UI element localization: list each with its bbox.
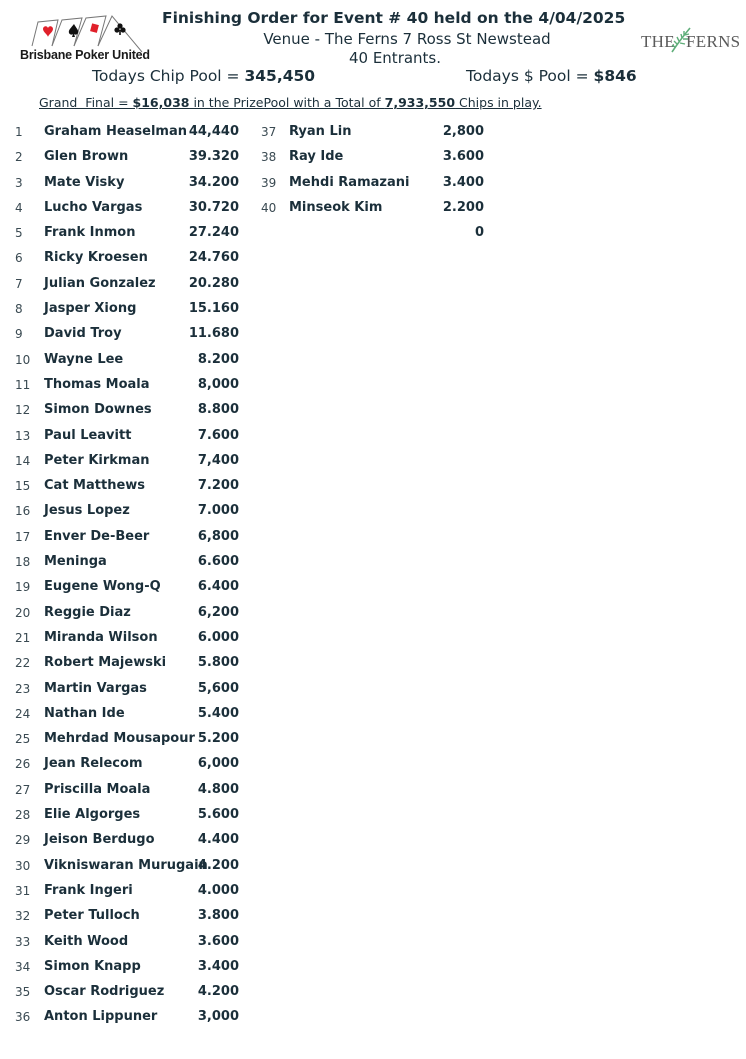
finish-position: 32	[15, 909, 31, 924]
finish-position: 20	[15, 605, 31, 620]
player-name: David Troy	[44, 326, 122, 342]
finish-position: 5	[15, 226, 23, 241]
grand-final-prize: $16,038	[132, 95, 190, 110]
player-name: Reggie Diaz	[44, 604, 131, 620]
player-name: Miranda Wilson	[44, 629, 158, 645]
result-row	[0, 272, 250, 297]
chip-count: 3.600	[197, 933, 239, 949]
chip-count: 8,000	[197, 376, 239, 392]
finish-position: 40	[261, 200, 277, 215]
grand-final-summary	[39, 95, 542, 110]
result-row	[0, 171, 250, 196]
club-icon	[114, 23, 125, 35]
player-name: Mehdi Ramazani	[289, 174, 410, 190]
logo-the-text: THE	[641, 32, 675, 51]
player-name: Anton Lippuner	[44, 1009, 158, 1025]
finish-position: 15	[15, 479, 31, 494]
brisbane-poker-united-logo	[18, 12, 160, 64]
finish-position: 29	[15, 833, 31, 848]
result-row	[250, 221, 500, 246]
grand-final-suffix: Chips in play.	[455, 95, 542, 110]
chip-count: 3.400	[442, 174, 484, 190]
finish-position: 7	[15, 276, 23, 291]
chip-count: 7,400	[197, 452, 239, 468]
chip-count: 6,000	[197, 756, 239, 772]
player-name: Peter Kirkman	[44, 452, 150, 468]
diamond-icon	[90, 23, 99, 33]
finish-position: 1	[15, 125, 23, 139]
result-row	[0, 120, 250, 145]
finish-position: 24	[15, 706, 31, 721]
chip-count: 7.000	[197, 503, 239, 519]
results-column-right	[250, 120, 500, 246]
player-name: Simon Downes	[44, 402, 152, 418]
player-name: Jasper Xiong	[44, 301, 137, 317]
result-row	[0, 702, 250, 727]
player-name: Meninga	[44, 554, 107, 570]
finish-position: 30	[15, 858, 31, 873]
chip-count: 3,000	[197, 1009, 239, 1025]
result-row	[0, 1005, 250, 1030]
finish-position: 25	[15, 732, 31, 747]
chip-count: 0	[474, 225, 484, 241]
logo-text: Brisbane Poker United	[20, 48, 150, 62]
player-name: Simon Knapp	[44, 958, 141, 974]
result-row	[0, 196, 250, 221]
finish-position: 36	[15, 1010, 31, 1025]
finish-position: 9	[15, 327, 23, 342]
player-name: Elie Algorges	[44, 807, 141, 823]
venue-line: Venue - The Ferns 7 Ross St Newstead	[263, 30, 551, 48]
chip-count: 30.720	[188, 199, 239, 215]
chip-count: 27.240	[188, 225, 239, 241]
finish-position: 28	[15, 808, 31, 823]
finish-position: 16	[15, 504, 31, 519]
result-row	[0, 348, 250, 373]
playing-cards-icon	[18, 12, 160, 52]
result-row	[0, 550, 250, 575]
chip-count: 5,600	[197, 680, 239, 696]
result-row	[250, 145, 500, 170]
result-row	[0, 752, 250, 777]
player-name: Eugene Wong-Q	[44, 579, 161, 595]
logo-ferns-text: FERNS	[686, 32, 741, 51]
finish-position: 21	[15, 630, 31, 645]
result-row	[250, 196, 500, 221]
dollar-pool	[466, 67, 637, 85]
chip-count: 7.600	[197, 427, 239, 443]
heart-icon	[43, 26, 53, 37]
player-name: Lucho Vargas	[44, 199, 143, 215]
finish-position: 3	[15, 175, 23, 190]
finish-position: 13	[15, 428, 31, 443]
player-name: Frank Ingeri	[44, 882, 133, 898]
finish-position: 33	[15, 934, 31, 949]
chip-count: 3.800	[197, 908, 239, 924]
player-name: Jeison Berdugo	[44, 832, 155, 848]
chip-count: 4.000	[197, 882, 239, 898]
chip-count: 11.680	[188, 326, 239, 342]
result-row	[0, 778, 250, 803]
player-name: Ray Ide	[289, 149, 344, 165]
finish-position: 34	[15, 959, 31, 974]
chip-count: 2.200	[442, 199, 484, 215]
result-row	[0, 727, 250, 752]
player-name: Mate Visky	[44, 174, 125, 190]
player-name: Minseok Kim	[289, 199, 383, 215]
result-row	[0, 398, 250, 423]
player-name: Oscar Rodriguez	[44, 984, 165, 1000]
chip-count: 4.200	[197, 857, 239, 873]
finish-position: 22	[15, 656, 31, 671]
result-row	[0, 449, 250, 474]
chip-count: 5.800	[197, 655, 239, 671]
player-name: Cat Matthews	[44, 478, 146, 494]
chip-count: 15.160	[188, 301, 239, 317]
chip-count: 3.400	[197, 958, 239, 974]
finish-position: 12	[15, 403, 31, 418]
player-name: Ryan Lin	[289, 124, 352, 139]
chip-count: 6,200	[197, 604, 239, 620]
chip-count: 6,800	[197, 528, 239, 544]
chip-count: 5.400	[197, 705, 239, 721]
finish-position: 23	[15, 681, 31, 696]
finish-position: 2	[15, 150, 23, 165]
result-row	[250, 171, 500, 196]
player-name: Nathan Ide	[44, 705, 125, 721]
chip-count: 6.000	[197, 629, 239, 645]
finish-position: 18	[15, 555, 31, 570]
player-name: Paul Leavitt	[44, 427, 132, 443]
result-row	[0, 145, 250, 170]
chip-count: 24.760	[188, 250, 239, 266]
chip-count: 34.200	[188, 174, 239, 190]
finish-position: 37	[261, 125, 277, 139]
player-name: Enver De-Beer	[44, 528, 150, 544]
finish-position: 10	[15, 352, 31, 367]
result-row	[0, 980, 250, 1005]
player-name: Mehrdad Mousapour	[44, 731, 195, 747]
player-name: Graham Heaselman	[44, 124, 188, 139]
result-row	[0, 246, 250, 271]
finish-position: 31	[15, 883, 31, 898]
chip-count: 3.600	[442, 149, 484, 165]
result-row	[0, 322, 250, 347]
result-row	[0, 651, 250, 676]
finish-position: 27	[15, 782, 31, 797]
player-name: Robert Majewski	[44, 655, 167, 671]
results-column-left	[0, 120, 250, 1031]
player-name: Frank Inmon	[44, 225, 136, 241]
result-row	[0, 904, 250, 929]
chip-count: 5.600	[197, 807, 239, 823]
result-row	[0, 474, 250, 499]
result-row	[0, 424, 250, 449]
chip-count: 4.800	[197, 781, 239, 797]
dollar-pool-value: $846	[593, 67, 637, 85]
result-row	[0, 297, 250, 322]
result-row	[0, 803, 250, 828]
player-name: Julian Gonzalez	[44, 275, 156, 291]
page-title: Finishing Order for Event # 40 held on the 4/04/2025	[162, 9, 626, 27]
result-row	[0, 221, 250, 246]
finish-position: 26	[15, 757, 31, 772]
finish-position: 38	[261, 150, 277, 165]
finish-position: 14	[15, 453, 31, 468]
finish-position: 11	[15, 377, 31, 392]
player-name: Wayne Lee	[44, 351, 124, 367]
result-row	[250, 120, 500, 145]
finish-position: 17	[15, 529, 31, 544]
finish-position: 19	[15, 580, 31, 595]
player-name: Keith Wood	[44, 933, 129, 949]
grand-final-chips: 7,933,550	[384, 95, 456, 110]
chip-count: 20.280	[188, 275, 239, 291]
chip-count: 4.200	[197, 984, 239, 1000]
grand-final-prefix: Grand Final =	[39, 95, 133, 110]
chip-count: 2,800	[442, 124, 484, 139]
entrants-count: 40 Entrants.	[348, 49, 442, 67]
chip-count: 6.400	[197, 579, 239, 595]
chip-count: 7.200	[197, 478, 239, 494]
result-row	[0, 626, 250, 651]
finish-position: 6	[15, 251, 23, 266]
chip-count: 5.200	[197, 731, 239, 747]
chip-pool-label: Todays Chip Pool =	[92, 67, 245, 85]
player-name: Ricky Kroesen	[44, 250, 148, 266]
player-name: Jean Relecom	[44, 756, 143, 772]
chip-count: 6.600	[197, 554, 239, 570]
result-row	[0, 879, 250, 904]
result-row	[0, 828, 250, 853]
player-name: Glen Brown	[44, 149, 129, 165]
player-name: Thomas Moala	[44, 376, 150, 392]
dollar-pool-label: Todays $ Pool =	[466, 67, 594, 85]
finish-position: 35	[15, 985, 31, 1000]
chip-count: 39.320	[188, 149, 239, 165]
result-row	[0, 601, 250, 626]
grand-final-middle: in the PrizePool with a Total of	[189, 95, 385, 110]
result-row	[0, 677, 250, 702]
result-row	[0, 575, 250, 600]
result-row	[0, 373, 250, 398]
finish-position: 39	[261, 175, 277, 190]
chip-count: 8.200	[197, 351, 239, 367]
result-row	[0, 955, 250, 980]
chip-pool-value: 345,450	[244, 67, 316, 85]
chip-pool	[92, 67, 315, 85]
result-row	[0, 930, 250, 955]
player-name: Jesus Lopez	[44, 503, 130, 519]
finish-position: 4	[15, 200, 23, 215]
result-row	[0, 525, 250, 550]
result-row	[0, 499, 250, 524]
player-name: Peter Tulloch	[44, 908, 140, 924]
result-row	[0, 854, 250, 879]
player-name: Vikniswaran Murugain	[44, 857, 208, 873]
player-name: Martin Vargas	[44, 680, 147, 696]
finish-position: 8	[15, 302, 23, 317]
chip-count: 8.800	[197, 402, 239, 418]
chip-count: 4.400	[197, 832, 239, 848]
player-name: Priscilla Moala	[44, 781, 151, 797]
the-ferns-logo	[640, 30, 740, 54]
chip-count: 44,440	[188, 124, 239, 139]
